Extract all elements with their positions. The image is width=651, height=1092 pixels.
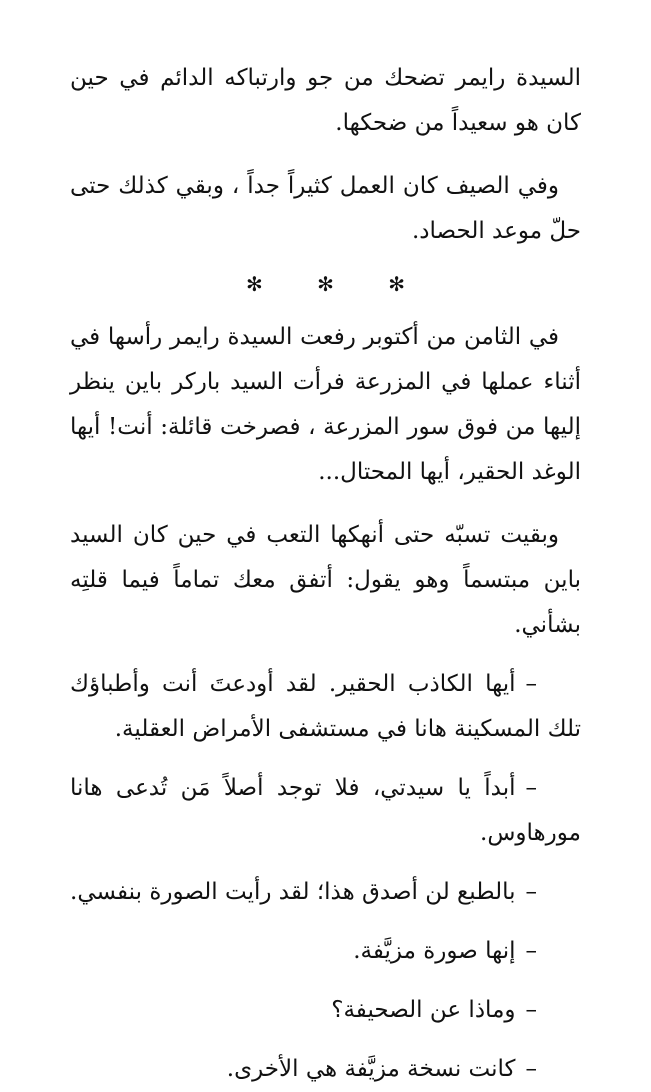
- dialogue-text: بالطبع لن أصدق هذا؛ لقد رأيت الصورة بنفسي.: [70, 879, 516, 905]
- dialogue-text: أبداً يا سيدتي، فلا توجد أصلاً مَن تُدعى هانا مورهاوس.: [70, 775, 581, 846]
- section-separator: ✻ ✻ ✻: [246, 272, 429, 296]
- dialogue-dash: –: [525, 671, 537, 697]
- dialogue-line-1: [70, 662, 581, 752]
- dialogue-text: كانت نسخة مزيَّفة هي الأخرى.: [226, 1056, 516, 1082]
- dialogue-text: إنها صورة مزيَّفة.: [353, 938, 516, 964]
- dialogue-line-5: [70, 988, 581, 1033]
- dialogue-dash: –: [525, 775, 537, 801]
- dialogue-line-6: [70, 1047, 581, 1092]
- paragraph-4: وبقيت تسبّه حتى أنهكها التعب في حين كان السيد باين مبتسماً وهو يقول: أتفق معك تماماً فيما قلتِه بشأني.: [70, 522, 581, 638]
- dialogue-line-2: [70, 766, 581, 856]
- paragraph-1: السيدة رايمر تضحك من جو وارتباكه الدائم في حين كان هو سعيداً من ضحكها.: [70, 65, 581, 136]
- dialogue-dash: –: [525, 1056, 537, 1082]
- dialogue-dash: –: [525, 997, 537, 1023]
- paragraph-3: في الثامن من أكتوبر رفعت السيدة رايمر رأسها في أثناء عملها في المزرعة فرأت السيد باركر باين ينظر إليها من فوق سور المزرعة ، فصرخت قائلة: أنت! أيها الوغد الحقير، أيها المحتال...: [70, 324, 581, 485]
- dialogue-line-4: [70, 929, 581, 974]
- dialogue-text: أيها الكاذب الحقير. لقد أودعتَ أنت وأطباؤك تلك المسكينة هانا في مستشفى الأمراض العقلية.: [70, 671, 581, 742]
- dialogue-line-3: [70, 870, 581, 915]
- dialogue-dash: –: [525, 938, 537, 964]
- paragraph-2: وفي الصيف كان العمل كثيراً جداً ، وبقي كذلك حتى حلّ موعد الحصاد.: [70, 173, 581, 244]
- dialogue-dash: –: [525, 879, 537, 905]
- dialogue-text: وماذا عن الصحيفة؟: [331, 997, 516, 1023]
